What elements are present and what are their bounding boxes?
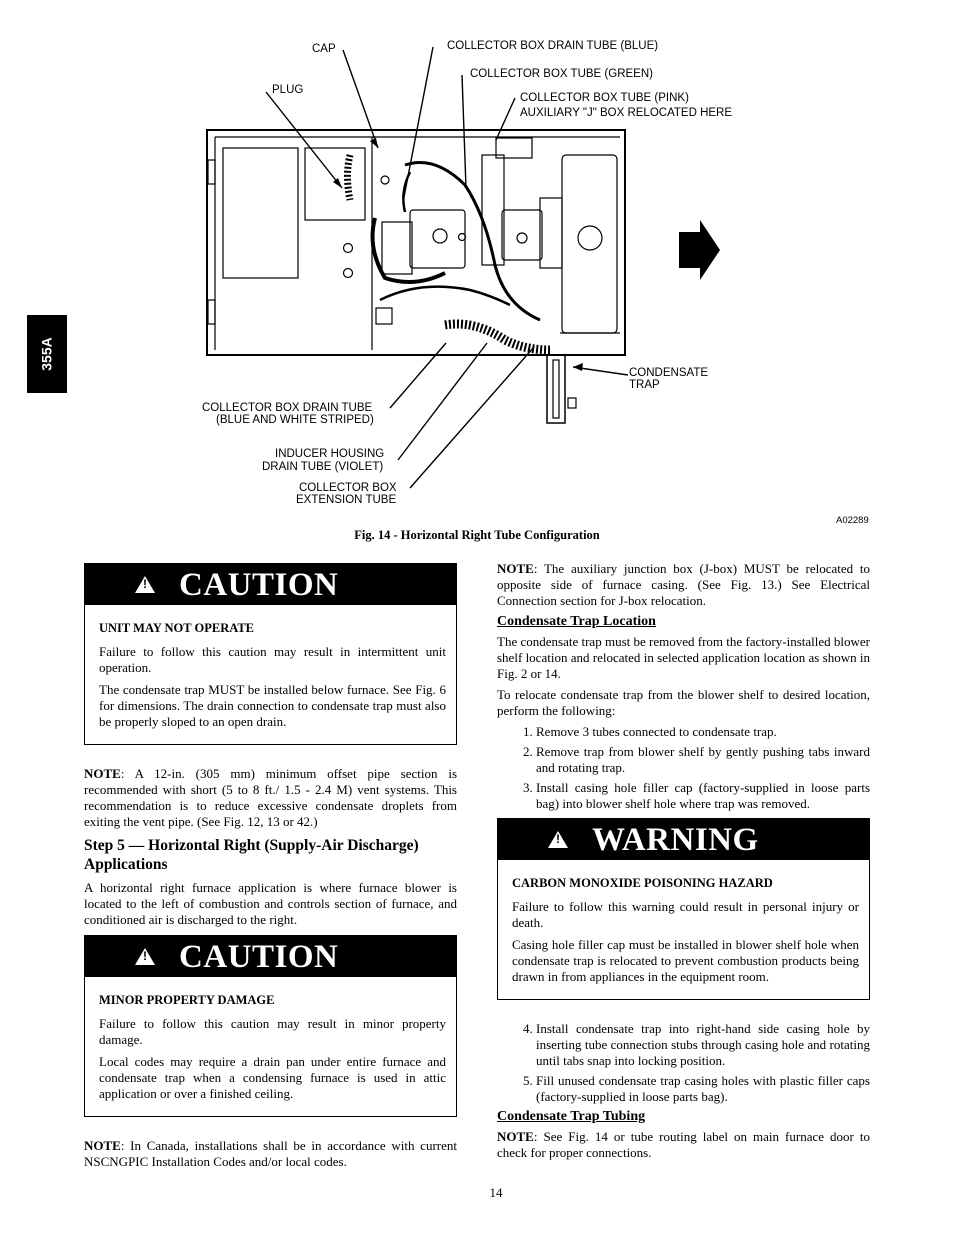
- right-column: [497, 561, 870, 1166]
- relocation-steps-b: [497, 1021, 870, 1105]
- left-column: [84, 563, 457, 1175]
- list-item: 5. Fill unused condensate trap casing holes with plastic filler caps (factory-supplied in loose parts bag).: [536, 1073, 870, 1105]
- caution-box-1: [84, 563, 457, 745]
- warning-title: CARBON MONOXIDE POISONING HAZARD: [512, 876, 773, 890]
- note-text: : In Canada, installations shall be in accordance with current NSCNGPIC Installation Codes and/or local codes.: [84, 1138, 457, 1169]
- trap-location-text-2: To relocate condensate trap from the blower shelf to desired location, perform the following:: [497, 687, 870, 718]
- trap-location-heading: Condensate Trap Location: [497, 614, 656, 629]
- figure-code: A02289: [836, 515, 869, 526]
- caution-text-2b: Local codes may require a drain pan under entire furnace and condensate trap when a condensing furnace is used in attic application or over a finished ceiling.: [99, 1054, 446, 1101]
- warning-header: [498, 819, 869, 860]
- note-text: : See Fig. 14 or tube routing label on main furnace door to check for proper connections.: [497, 1129, 870, 1160]
- relocation-steps-a: [497, 724, 870, 812]
- list-item: 3. Install casing hole filler cap (factory-supplied in loose parts bag) into blower shelf hole where trap was removed.: [536, 780, 870, 812]
- caution-label-1: CAUTION: [179, 566, 339, 603]
- note-offset-pipe: [84, 766, 457, 830]
- list-item: 4. Install condensate trap into right-hand side casing hole by inserting tube connection stubs through casing hole and rotating until tabs snap into locking position.: [536, 1021, 870, 1069]
- note-text: : A 12-in. (305 mm) minimum offset pipe section is recommended with short (5 to 8 ft./ 1.5 - 2.4 M) vent systems. This recommendation is to reduce excessive condensate droplets from exiting the vent pipe. (See Fig. 12, 13 or 42.): [84, 766, 457, 829]
- note-label: NOTE: [497, 1129, 534, 1144]
- side-tab-label: 355A: [39, 337, 55, 371]
- warning-triangle-icon: [135, 948, 155, 965]
- step5-heading: Step 5 — Horizontal Right (Supply-Air Discharge) Applications: [84, 837, 419, 873]
- list-item: 2. Remove trap from blower shelf by gently pushing tabs inward and rotating trap.: [536, 744, 870, 776]
- warning-triangle-icon: [548, 831, 568, 848]
- warning-text-b: Casing hole filler cap must be installed in blower shelf hole when condensate trap is relocated to prevent combustion products being drawn in from appliances in the equipment room.: [512, 937, 859, 984]
- warning-box: [497, 818, 870, 1000]
- note-label: NOTE: [84, 1138, 121, 1153]
- label-condensate-trap-1: CONDENSATE: [629, 367, 709, 379]
- note-j-box: [497, 561, 870, 609]
- label-plug: PLUG: [272, 84, 304, 96]
- warning-text-a: Failure to follow this warning could result in personal injury or death.: [512, 899, 859, 930]
- label-tube-pink: COLLECTOR BOX TUBE (PINK): [520, 92, 689, 104]
- label-tube-green: COLLECTOR BOX TUBE (GREEN): [470, 68, 653, 80]
- note-canada: [84, 1138, 457, 1170]
- caution-title-1: UNIT MAY NOT OPERATE: [99, 621, 255, 635]
- label-extension-2: EXTENSION TUBE: [296, 494, 397, 506]
- label-drain-tube-striped-1: COLLECTOR BOX DRAIN TUBE: [202, 402, 373, 414]
- list-item: 1. Remove 3 tubes connected to condensate trap.: [536, 724, 870, 740]
- note-text: : The auxiliary junction box (J-box) MUST be relocated to opposite side of furnace casing. (See Fig. 13.) See Electrical Connection section for J-box relocation.: [497, 561, 870, 608]
- caution-box-2: [84, 935, 457, 1117]
- note-label: NOTE: [497, 561, 534, 576]
- step5-text: A horizontal right furnace application is where furnace blower is located to the left of combustion and controls section of furnace, and conditioned air is discharged to the right.: [84, 880, 457, 927]
- caution-text-1a: Failure to follow this caution may result in intermittent unit operation.: [99, 644, 446, 675]
- caution-label-2: CAUTION: [179, 938, 339, 975]
- label-aux-j-box: AUXILIARY "J" BOX RELOCATED HERE: [520, 107, 733, 119]
- note-tubing: [497, 1129, 870, 1161]
- caution-header-2: [85, 936, 456, 977]
- warning-label: WARNING: [592, 821, 759, 858]
- tubing-heading: Condensate Trap Tubing: [497, 1109, 646, 1124]
- label-drain-tube-striped-2: (BLUE AND WHITE STRIPED): [216, 414, 374, 426]
- label-cap: CAP: [312, 43, 336, 55]
- warning-triangle-icon: [135, 576, 155, 593]
- caution-text-2a: Failure to follow this caution may result in minor property damage.: [99, 1016, 446, 1047]
- caution-header-1: [85, 564, 456, 605]
- page-number: 14: [489, 1185, 503, 1200]
- label-extension-1: COLLECTOR BOX: [299, 482, 397, 494]
- label-inducer-2: DRAIN TUBE (VIOLET): [262, 461, 384, 473]
- label-condensate-trap-2: TRAP: [629, 379, 660, 391]
- figure-caption: Fig. 14 - Horizontal Right Tube Configuration: [354, 528, 600, 542]
- caution-title-2: MINOR PROPERTY DAMAGE: [99, 993, 275, 1007]
- label-inducer-1: INDUCER HOUSING: [275, 448, 385, 460]
- note-label: NOTE: [84, 766, 121, 781]
- trap-location-text-1: The condensate trap must be removed from the factory-installed blower shelf location and relocated in selected application location as shown in Fig. 2 or 14.: [497, 634, 870, 681]
- caution-text-1b: The condensate trap MUST be installed below furnace. See Fig. 6 for dimensions. The drain connection to condensate trap must also be properly sloped to an open drain.: [99, 682, 446, 729]
- label-drain-tube-blue: COLLECTOR BOX DRAIN TUBE (BLUE): [447, 40, 659, 52]
